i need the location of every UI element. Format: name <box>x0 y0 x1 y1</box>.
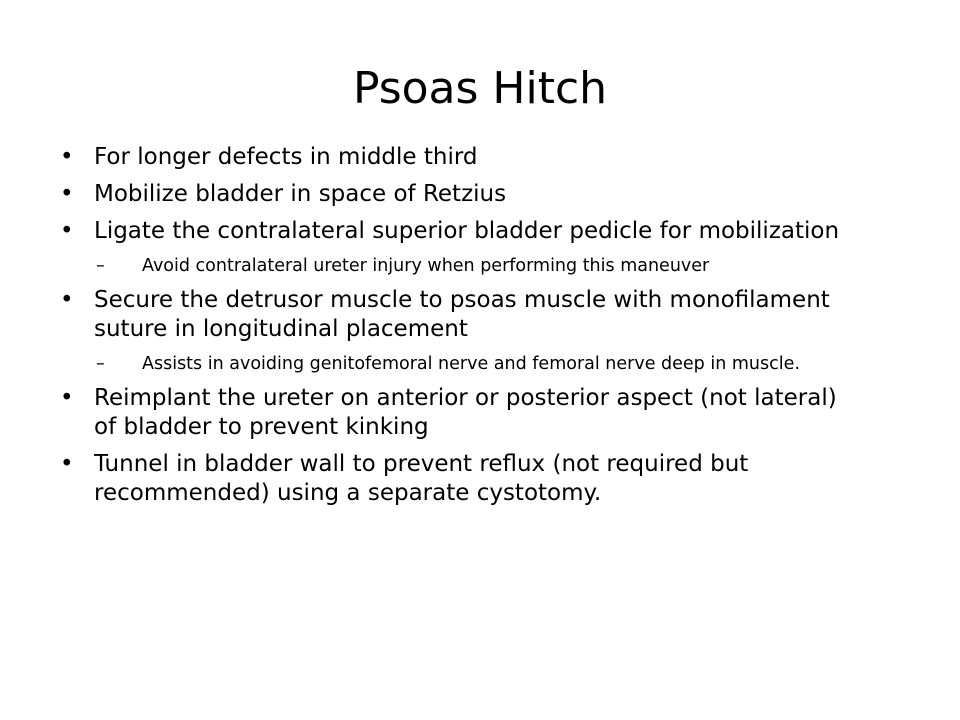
sub-bullet-text: Assists in avoiding genitofemoral nerve and femoral nerve deep in muscle. <box>142 354 800 374</box>
bullet-item <box>60 286 860 376</box>
bullet-text: For longer defects in middle third <box>94 144 478 170</box>
sub-bullet-item <box>94 352 860 376</box>
bullet-item <box>60 143 860 172</box>
bullet-item <box>60 384 860 442</box>
bullet-marker: • <box>60 144 74 170</box>
bullet-item <box>60 450 860 508</box>
bullet-item <box>60 180 860 209</box>
sub-bullet-text: Avoid contralateral ureter injury when performing this maneuver <box>142 256 710 276</box>
bullet-text: Reimplant the ureter on anterior or posterior aspect (not lateral) of bladder to prevent kinking <box>94 385 837 440</box>
bullet-text: Secure the detrusor muscle to psoas muscle with monofilament suture in longitudinal placement <box>94 287 830 342</box>
sub-bullet-item <box>94 254 860 278</box>
sub-bullet-list <box>94 254 860 278</box>
sub-bullet-list <box>94 352 860 376</box>
bullet-marker: • <box>60 385 74 411</box>
bullet-item <box>60 217 860 278</box>
slide-title: Psoas Hitch <box>352 63 608 114</box>
bullet-marker: • <box>60 181 74 207</box>
bullet-marker: • <box>60 287 74 313</box>
bullet-list <box>60 143 860 516</box>
bullet-marker: • <box>60 218 74 244</box>
bullet-text: Tunnel in bladder wall to prevent reflux (not required but recommended) using a separate cystotomy. <box>94 451 749 506</box>
bullet-marker: • <box>60 451 74 477</box>
bullet-text: Ligate the contralateral superior bladder pedicle for mobilization <box>94 218 840 244</box>
bullet-text: Mobilize bladder in space of Retzius <box>94 181 507 207</box>
sub-bullet-marker: – <box>96 354 105 374</box>
sub-bullet-marker: – <box>96 256 105 276</box>
